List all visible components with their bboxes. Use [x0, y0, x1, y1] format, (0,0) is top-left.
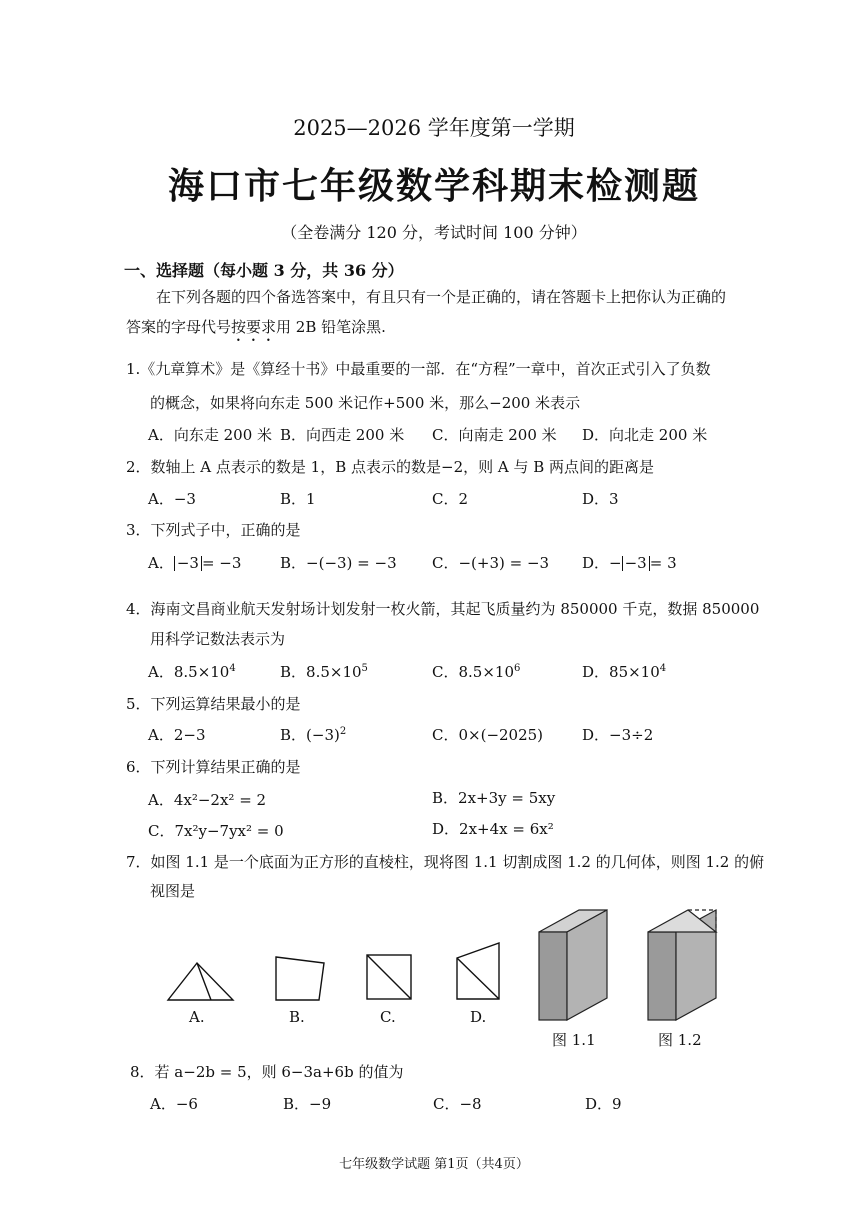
exam-info: （全卷满分 120 分，考试时间 100 分钟）	[281, 223, 587, 242]
absolute-value: −3	[622, 556, 650, 571]
q6-option-a: A．4x²−2x² = 2	[148, 791, 267, 809]
q6-stem: 6．下列计算结果正确的是	[126, 758, 301, 776]
option-b-label: B.	[289, 1008, 305, 1026]
q5-option-a: A．2−3	[148, 726, 206, 744]
instruction-line-2: 答案的字母代号按要求用 2B 铅笔涂黑.	[126, 318, 386, 336]
q6-option-d: D．2x+4x = 6x²	[432, 820, 554, 838]
q2-option-d: D．3	[582, 490, 619, 508]
figure-1-1-prism	[539, 910, 607, 1020]
q3-option-c: C．−(+3) = −3	[432, 554, 550, 572]
page-footer: 七年级数学试题 第1页（共4页）	[339, 1157, 529, 1172]
q5-option-d: D．−3÷2	[582, 726, 654, 744]
page-title: 海口市七年级数学科期末检测题	[167, 165, 700, 207]
q1-stem-2: 的概念，如果将向东走 500 米记作+500 米，那么−200 米表示	[150, 394, 581, 412]
q8-stem: 8．若 a−2b = 5，则 6−3a+6b 的值为	[130, 1063, 404, 1081]
q4-stem-2: 用科学记数法表示为	[150, 630, 286, 648]
q1-stem-1: 1.《九章算术》是《算经十书》中最重要的一部．在“方程”一章中，首次正式引入了负数	[126, 360, 711, 378]
figure-1-2-caption: 图 1.2	[658, 1031, 702, 1049]
figure-1-1-caption: 图 1.1	[552, 1031, 596, 1049]
q4-option-d: D．$85\times 10^4$	[582, 663, 667, 681]
q2-option-a: A．−3	[148, 490, 196, 508]
option-d-figure	[457, 943, 499, 999]
instruction-line-1: 在下列各题的四个备选答案中，有且只有一个是正确的，请在答题卡上把你认为正确的	[156, 288, 727, 306]
q7-stem-1: 7．如图 1.1 是一个底面为正方形的直棱柱，现将图 1.1 切割成图 1.2 的几何体，则图 1.2 的俯	[126, 853, 765, 871]
figure-1-2-cut-prism	[648, 910, 716, 1020]
option-a-figure	[168, 963, 233, 1000]
option-a-label: A.	[189, 1008, 205, 1026]
q8-option-d: D．9	[585, 1095, 622, 1113]
section-heading: 一、选择题（每小题 3 分，共 36 分）	[124, 261, 404, 280]
absolute-value: −3	[174, 556, 202, 571]
q3-option-d: D．− −3 = 3	[582, 554, 677, 572]
option-b-figure	[276, 957, 324, 1000]
q5-stem: 5．下列运算结果最小的是	[126, 695, 301, 713]
q6-option-c: C．7x²y−7yx² = 0	[148, 822, 284, 840]
q8-option-c: C．−8	[433, 1095, 482, 1113]
q4-option-c: C．$8.5\times 10^6$	[432, 663, 521, 681]
option-c-label: C.	[380, 1008, 396, 1026]
q3-stem: 3．下列式子中，正确的是	[126, 521, 301, 539]
option-d-label: D.	[470, 1008, 487, 1026]
q4-option-b: B．$8.5\times 10^5$	[280, 663, 368, 681]
q1-option-b: B．向西走 200 米	[280, 426, 405, 444]
q7-stem-2: 视图是	[150, 882, 196, 900]
q2-option-c: C．2	[432, 490, 469, 508]
q5-option-b: B．$(-3)^2$	[280, 726, 347, 744]
emphasis-text: 按要求	[231, 318, 277, 336]
option-c-figure	[367, 955, 411, 999]
term-line: 2025—2026 学年度第一学期	[293, 116, 575, 140]
q1-option-c: C．向南走 200 米	[432, 426, 557, 444]
q3-option-b: B．−(−3) = −3	[280, 554, 397, 572]
q8-option-b: B．−9	[283, 1095, 332, 1113]
q5-option-c: C．0×(−2025)	[432, 726, 544, 744]
q4-stem-1: 4．海南文昌商业航天发射场计划发射一枚火箭，其起飞质量约为 850000 千克，数据 850000	[126, 600, 760, 618]
q1-option-a: A．向东走 200 米	[148, 426, 272, 444]
q2-option-b: B．1	[280, 490, 316, 508]
q4-option-a: A．$8.5\times 10^4$	[148, 663, 236, 681]
q2-stem: 2．数轴上 A 点表示的数是 1，B 点表示的数是−2，则 A 与 B 两点间的距离是	[126, 458, 655, 476]
q6-option-b: B．2x+3y = 5xy	[432, 789, 556, 807]
q8-option-a: A．−6	[150, 1095, 198, 1113]
q3-option-a: A． −3 = −3	[148, 554, 242, 572]
q1-option-d: D．向北走 200 米	[582, 426, 708, 444]
